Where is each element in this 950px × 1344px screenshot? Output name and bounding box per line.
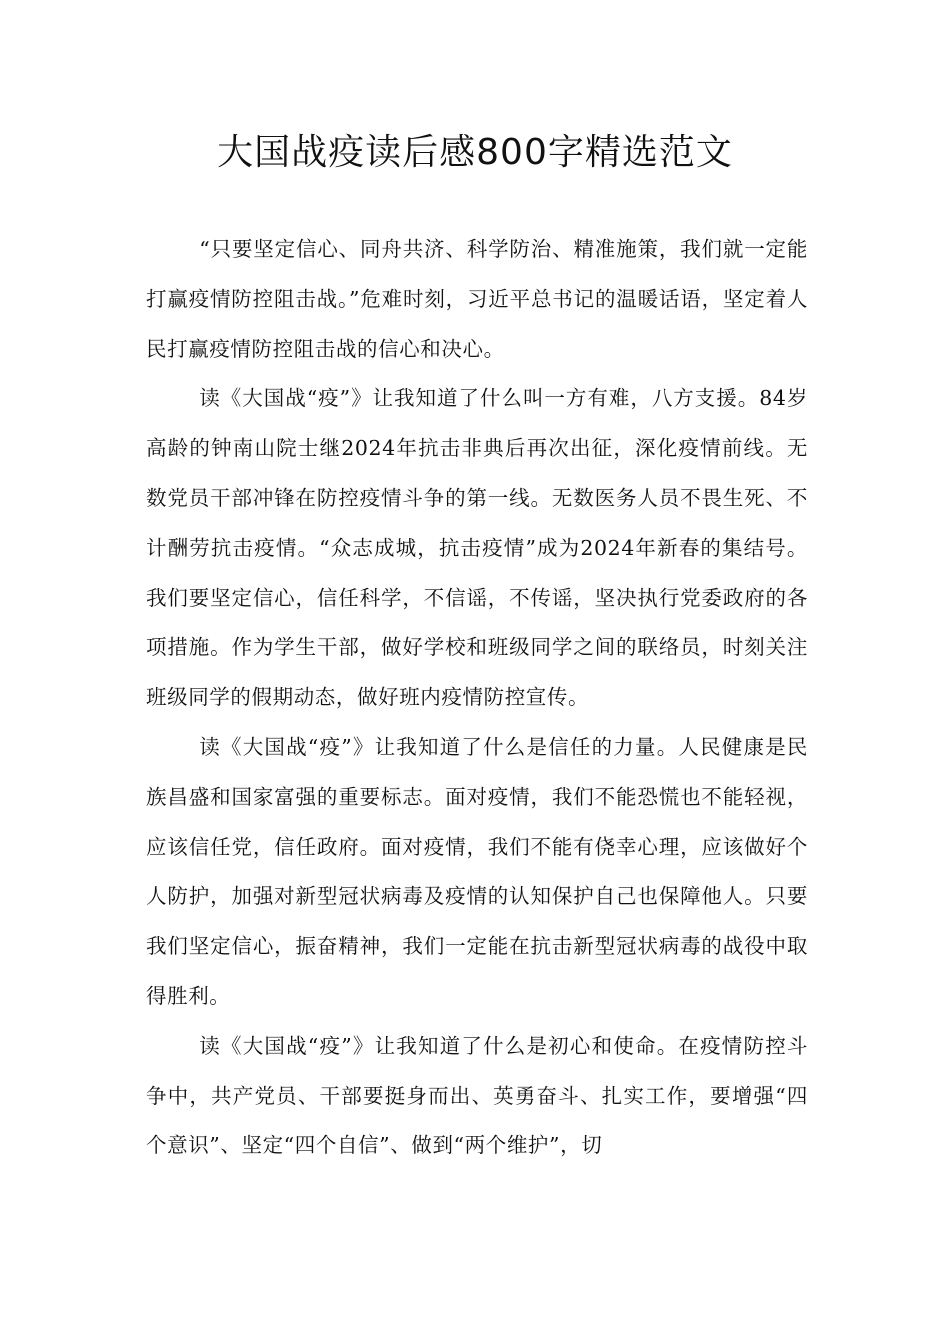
document-title: 大国战疫读后感800字精选范文 xyxy=(217,132,733,173)
document-body xyxy=(146,225,808,1171)
paragraph-3: 读《大国战“疫”》让我知道了什么是信任的力量。人民健康是民族昌盛和国家富强的重要标志。面对疫情，我们不能恐慌也不能轻视，应该信任党，信任政府。面对疫情，我们不能有侥幸心理，应该做好个人防护，加强对新型冠状病毒及疫情的认知保护自己也保障他人。只要我们坚定信心，振奋精神，我们一定能在抗击新型冠状病毒的战役中取得胜利。 xyxy=(146,734,808,1008)
paragraph-4: 读《大国战“疫”》让我知道了什么是初心和使命。在疫情防控斗争中，共产党员、干部要挺身而出、英勇奋斗、扎实工作，要增强“四个意识”、坚定“四个自信”、做到“两个维护”，切 xyxy=(146,1033,808,1158)
paragraph-2: 读《大国战“疫”》让我知道了什么叫一方有难，八方支援。84岁高龄的钟南山院士继2024年抗击非典后再次出征，深化疫情前线。无数党员干部冲锋在防控疫情斗争的第一线。无数医务人员不畏生死、不计酬劳抗击疫情。“众志成城，抗击疫情”成为2024年新春的集结号。我们要坚定信心，信任科学，不信谣，不传谣，坚决执行党委政府的各项措施。作为学生干部，做好学校和班级同学之间的联络员，时刻关注班级同学的假期动态，做好班内疫情防控宣传。 xyxy=(146,386,808,710)
paragraph-1: “只要坚定信心、同舟共济、科学防治、精准施策，我们就一定能打赢疫情防控阻击战。”危难时刻，习近平总书记的温暖话语，坚定着人民打赢疫情防控阻击战的信心和决心。 xyxy=(146,237,808,361)
